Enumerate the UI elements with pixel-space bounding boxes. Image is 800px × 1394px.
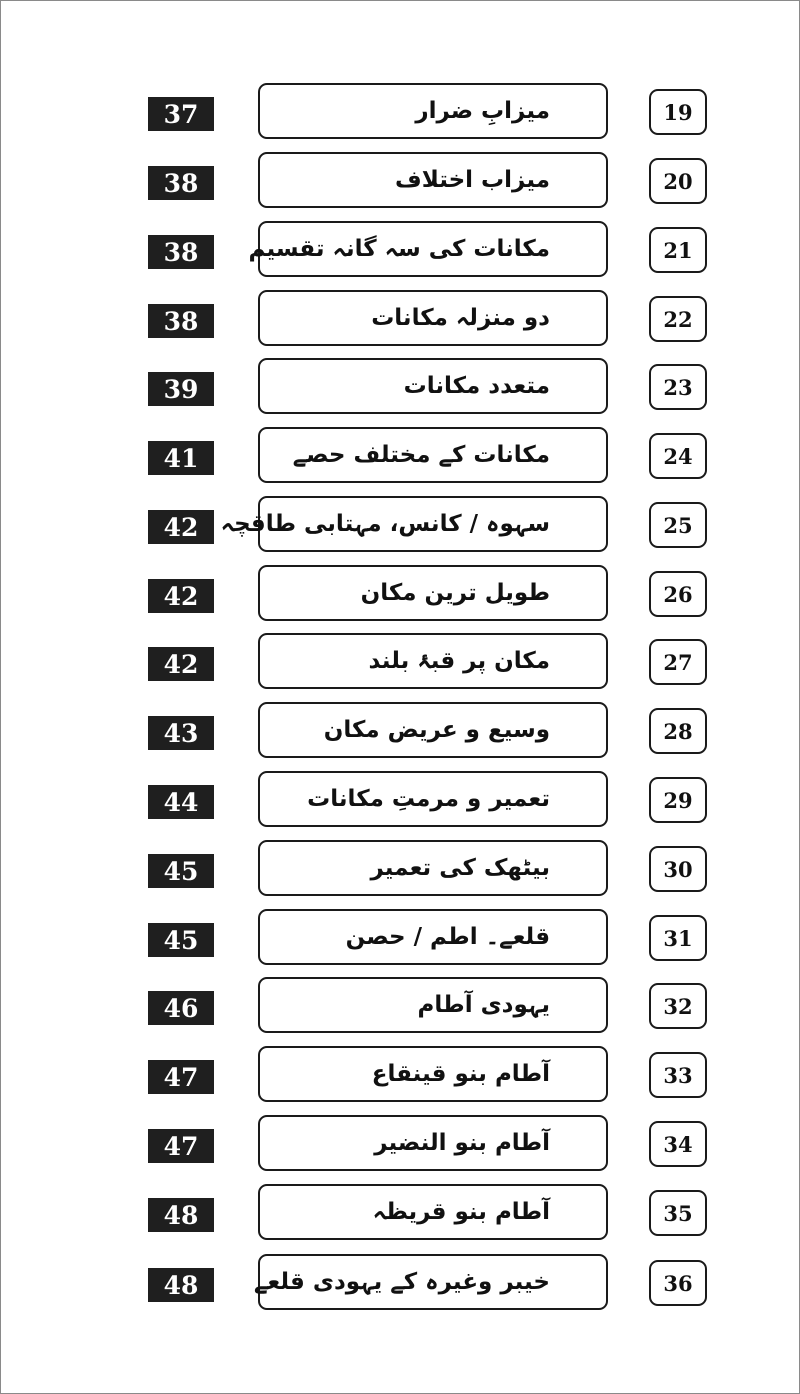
- entry-number-box: 29: [649, 777, 707, 823]
- entry-number-box: 32: [649, 983, 707, 1029]
- page-number-badge: 46: [148, 991, 214, 1025]
- entry-title: دو منزلہ مکانات: [371, 305, 550, 331]
- page-number-badge: 38: [148, 235, 214, 269]
- page-number-badge: 38: [148, 166, 214, 200]
- entry-title-box: [258, 152, 608, 208]
- toc-entry: [1, 1046, 800, 1106]
- page-number-badge: 39: [148, 372, 214, 406]
- toc-entry: [1, 771, 800, 831]
- page-number-badge: 48: [148, 1268, 214, 1302]
- entry-title-box: [258, 909, 608, 965]
- entry-number-box: 19: [649, 89, 707, 135]
- entry-title: قلعے۔ اطم / حصن: [345, 924, 550, 950]
- entry-title: میزابِ ضرار: [415, 98, 550, 124]
- toc-entry: [1, 427, 800, 487]
- page-number-badge: 47: [148, 1129, 214, 1163]
- toc-entry: [1, 83, 800, 143]
- toc-entry: [1, 840, 800, 900]
- entry-title: سہوہ / کانس، مہتابی طاقچہ: [220, 511, 550, 537]
- entry-title-box: [258, 977, 608, 1033]
- entry-number-box: 28: [649, 708, 707, 754]
- entry-number-box: 36: [649, 1260, 707, 1306]
- toc-entry: [1, 496, 800, 556]
- entry-title: آطام بنو قریظہ: [372, 1199, 550, 1225]
- entry-title: مکانات کے مختلف حصے: [292, 442, 550, 468]
- entry-title: یہودی آطام: [417, 992, 550, 1018]
- entry-title-box: [258, 290, 608, 346]
- toc-entry: [1, 152, 800, 212]
- entry-title-box: [220, 496, 608, 552]
- page-number-badge: 43: [148, 716, 214, 750]
- entry-title-box: [258, 83, 608, 139]
- entry-number-box: 24: [649, 433, 707, 479]
- entry-title-box: [258, 1115, 608, 1171]
- toc-entry: [1, 358, 800, 418]
- toc-entry: [1, 1184, 800, 1244]
- entry-title: میزاب اختلاف: [395, 167, 550, 193]
- entry-title: مکانات کی سہ گانہ تقسیم: [248, 236, 550, 262]
- page-number-badge: 48: [148, 1198, 214, 1232]
- entry-number-box: 34: [649, 1121, 707, 1167]
- page-number-badge: 47: [148, 1060, 214, 1094]
- toc-entry: [1, 221, 800, 281]
- toc-entry: [1, 702, 800, 762]
- toc-entry: [1, 633, 800, 693]
- entry-title-box: [258, 633, 608, 689]
- page-number-badge: 42: [148, 579, 214, 613]
- page-number-badge: 42: [148, 510, 214, 544]
- toc-entry: [1, 565, 800, 625]
- toc-entry: [1, 1115, 800, 1175]
- page-number-badge: 44: [148, 785, 214, 819]
- page-number-badge: 45: [148, 923, 214, 957]
- entry-number-box: 20: [649, 158, 707, 204]
- entry-number-box: 31: [649, 915, 707, 961]
- entry-title-box: [258, 702, 608, 758]
- toc-entry: [1, 977, 800, 1037]
- entry-number-box: 30: [649, 846, 707, 892]
- entry-title: تعمیر و مرمتِ مکانات: [307, 786, 550, 812]
- entry-title-box: [258, 427, 608, 483]
- page-number-badge: 38: [148, 304, 214, 338]
- page-number-badge: 37: [148, 97, 214, 131]
- entry-number-box: 22: [649, 296, 707, 342]
- toc-entry: [1, 290, 800, 350]
- entry-number-box: 35: [649, 1190, 707, 1236]
- page-number-badge: 41: [148, 441, 214, 475]
- entry-number-box: 25: [649, 502, 707, 548]
- entry-number-box: 21: [649, 227, 707, 273]
- entry-title: خیبر وغیرہ کے یہودی قلعے: [253, 1269, 550, 1295]
- entry-title-box: [253, 1254, 608, 1310]
- entry-number-box: 33: [649, 1052, 707, 1098]
- page-number-badge: 45: [148, 854, 214, 888]
- toc-entry: [1, 1254, 800, 1314]
- entry-title-box: [258, 1184, 608, 1240]
- entry-number-box: 27: [649, 639, 707, 685]
- entry-title-box: [248, 221, 608, 277]
- toc-entry: [1, 909, 800, 969]
- entry-title-box: [258, 358, 608, 414]
- entry-number-box: 23: [649, 364, 707, 410]
- entry-title-box: [258, 840, 608, 896]
- entry-title: مکان پر قبۂ بلند: [368, 648, 550, 674]
- entry-title: طویل ترین مکان: [360, 580, 550, 606]
- entry-title: وسیع و عریض مکان: [323, 717, 550, 743]
- entry-title: آطام بنو قینقاع: [371, 1061, 550, 1087]
- entry-title: متعدد مکانات: [403, 373, 550, 399]
- entry-title-box: [258, 1046, 608, 1102]
- entry-number-box: 26: [649, 571, 707, 617]
- entry-title-box: [258, 771, 608, 827]
- page-number-badge: 42: [148, 647, 214, 681]
- entry-title: بیٹھک کی تعمیر: [370, 855, 550, 881]
- entry-title: آطام بنو النضیر: [374, 1130, 550, 1156]
- entry-title-box: [258, 565, 608, 621]
